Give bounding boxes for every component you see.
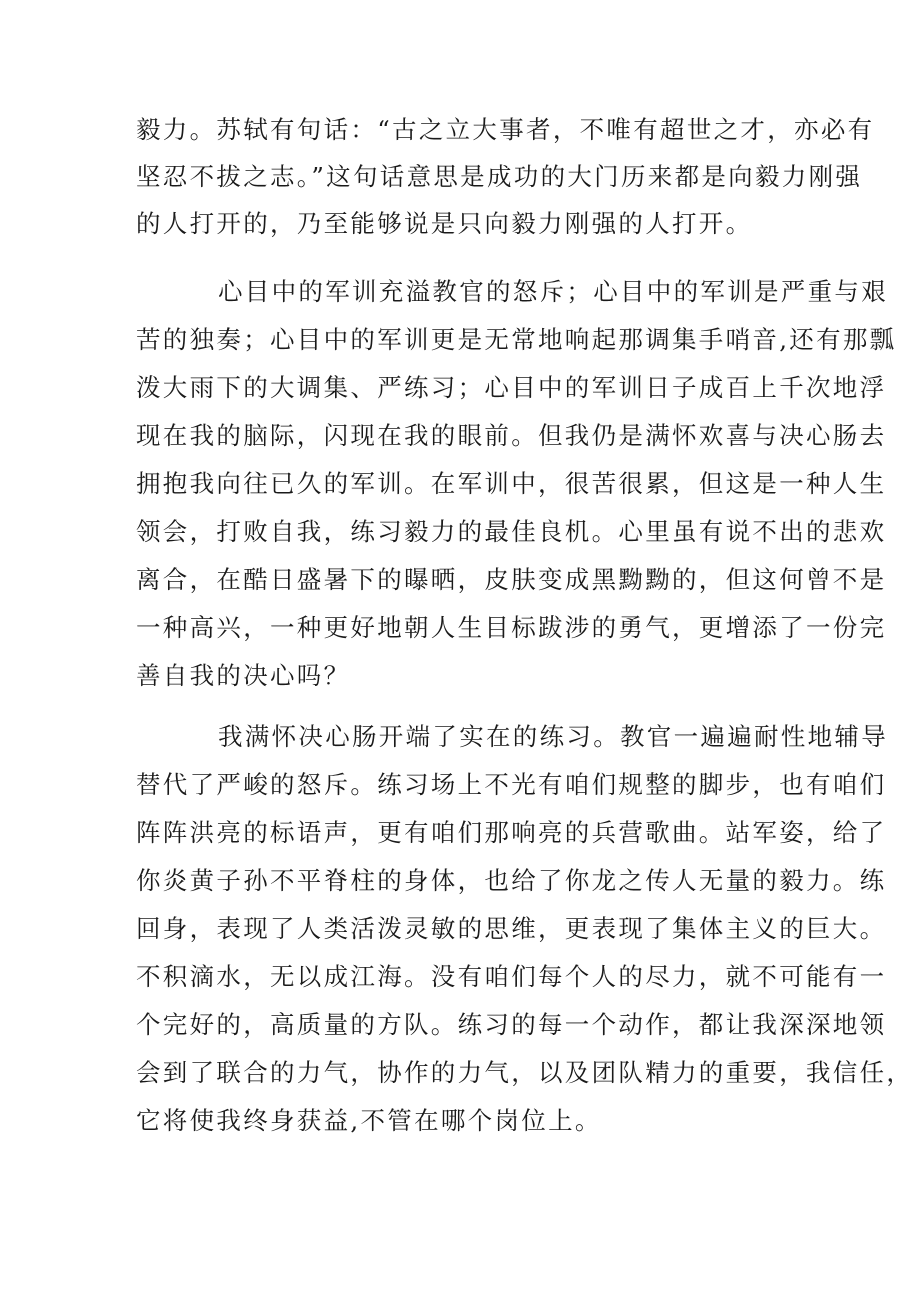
paragraph-2-line-4: 现在我的脑际，闪现在我的眼前。但我仍是满怀欢喜与决心肠去 xyxy=(136,421,887,450)
paragraph-3-line-7: 个完好的，高质量的方队。练习的每一个动作，都让我深深地领 xyxy=(136,1010,887,1039)
paragraph-3-line-5: 回身，表现了人类活泼灵敏的思维，更表现了集体主义的巨大。 xyxy=(136,914,887,943)
paragraph-3-line-9: 它将使我终身获益,不管在哪个岗位上。 xyxy=(136,1106,602,1135)
paragraph-3-line-4: 你炎黄子孙不平脊柱的身体，也给了你龙之传人无量的毅力。练 xyxy=(136,866,887,895)
paragraph-2-line-6: 领会，打败自我，练习毅力的最佳良机。心里虽有说不出的悲欢 xyxy=(136,517,887,546)
paragraph-1-line-1: 毅力。苏轼有句话：“古之立大事者，不唯有超世之才，亦必有 xyxy=(136,115,875,144)
paragraph-2-line-8: 一种高兴，一种更好地朝人生目标跋涉的勇气，更增添了一份完 xyxy=(136,613,887,642)
paragraph-2-line-9: 善自我的决心吗？ xyxy=(136,661,351,690)
paragraph-2-line-1: 心目中的军训充溢教官的怒斥；心目中的军训是严重与艰 xyxy=(218,277,888,306)
paragraph-2-line-7: 离合，在酷日盛暑下的曝晒，皮肤变成黑黝黝的，但这何曾不是 xyxy=(136,565,887,594)
paragraph-2-line-2: 苦的独奏；心目中的军训更是无常地响起那调集手哨音,还有那瓢 xyxy=(136,325,897,354)
paragraph-3-line-8: 会到了联合的力气，协作的力气，以及团队精力的重要，我信任， xyxy=(136,1058,914,1087)
paragraph-1-line-2: 坚忍不拔之志。”这句话意思是成功的大门历来都是向毅力刚强 xyxy=(136,162,863,191)
paragraph-1-line-3: 的人打开的，乃至能够说是只向毅力刚强的人打开。 xyxy=(136,209,753,238)
paragraph-3-line-6: 不积滴水，无以成江海。没有咱们每个人的尽力，就不可能有一 xyxy=(136,962,887,991)
paragraph-2-line-3: 泼大雨下的大调集、严练习；心目中的军训日子成百上千次地浮 xyxy=(136,373,887,402)
paragraph-3-line-1: 我满怀决心肠开端了实在的练习。教官一遍遍耐性地辅导 xyxy=(218,722,888,751)
paragraph-3-line-3: 阵阵洪亮的标语声，更有咱们那响亮的兵营歌曲。站军姿，给了 xyxy=(136,818,887,847)
paragraph-3-line-2: 替代了严峻的怒斥。练习场上不光有咱们规整的脚步，也有咱们 xyxy=(136,770,887,799)
paragraph-2-line-5: 拥抱我向往已久的军训。在军训中，很苦很累，但这是一种人生 xyxy=(136,469,887,498)
